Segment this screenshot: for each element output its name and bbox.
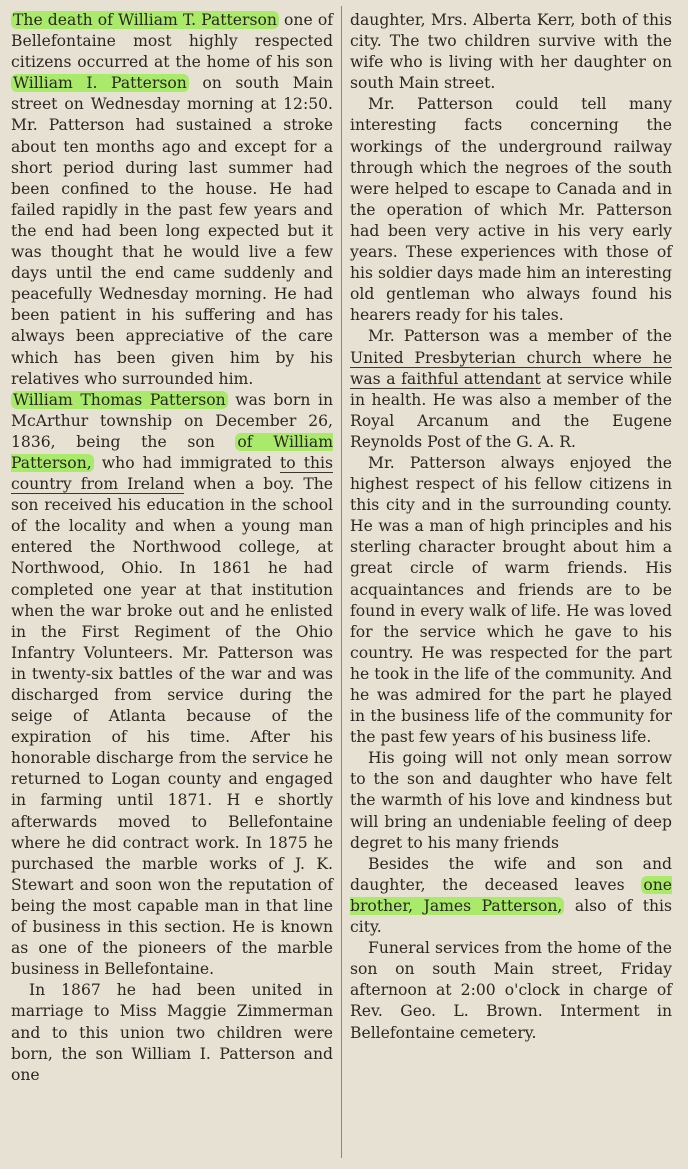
- right-column: [350, 10, 672, 1044]
- obituary-paragraph-7: Mr. Patterson always enjoyed the highest respect of his fellow citizens in this city and in the surrounding county. He was a man of high principles and his sterling character brought about him a great circle of warm friends. His acquaintances and friends are to be found in every walk of life. He was loved for the service which he gave to his country. He was respected for the part he took in the life of the community. And he was admired for the part he played in the business life of the community for the past few years of his business life.: [350, 453, 672, 747]
- highlight-brother: one brother, James Patterson,: [350, 875, 672, 915]
- highlight-father-name: of William Patterson,: [11, 432, 333, 472]
- text-segment: when a boy. The son received his education in the school of the locality and when a young man entered the Northwood college, at Northwood, Ohio. In 1861 he had completed one year at that institution when the war broke out and he enlisted in the First Regiment of the Ohio Infantry Volunteers. Mr. Patterson was in twenty-six battles of the war and was discharged from service during the seige of Atlanta because of the expiration of his time. After his honorable discharge from the service he returned to Logan county and engaged in farming until 1871. H e shortly afterwards moved to Bellefontaine where he did contract work. In 1875 he purchased the marble works of J. K. Stewart and soon won the reputation of being the most capable man in that line of business in this section. He is known as one of the pioneers of the marble business in Bellefontaine.: [11, 475, 333, 979]
- highlight-full-name: William Thomas Patterson: [13, 390, 226, 409]
- text-segment: also of this city.: [350, 896, 672, 937]
- highlight-death-announcement: The death of William T. Patterson: [13, 11, 277, 29]
- underlined-immigration: to this country from Ireland: [11, 453, 334, 494]
- text-segment: was born in McArthur township on December 26, 1836, being the son: [11, 390, 334, 451]
- obituary-paragraph-3: In 1867 he had been united in marriage to Miss Maggie Zimmerman and to this union two children were born, the son William I. Patterson and one: [11, 981, 333, 1084]
- text-segment: on south Main street on Wednesday morning at 12:50. Mr. Patterson had sustained a stroke about ten months ago and except for a short period during last summer had been confined to the house. He had failed rapidly in the past few years and the end had been long expected but it was thought that he would live a few days until the end came suddenly and peacefully Wednesday morning. He had been patient in his suffering and has always been appreciative of the care which has been given him by his relatives who surrounded him.: [11, 74, 333, 388]
- obituary-paragraph-9: [350, 854, 672, 938]
- text-segment: Besides the wife and son and daughter, the deceased leaves: [350, 854, 672, 894]
- obituary-paragraph-1: [11, 10, 333, 390]
- obituary-paragraph-6: [350, 326, 672, 453]
- obituary-paragraph-10: Funeral services from the home of the son on south Main street, Friday afternoon at 2:00 o'clock in charge of Rev. Geo. L. Brown. Interment in Bellefontaine cemetery.: [350, 939, 672, 1042]
- obituary-paragraph-2: [11, 390, 333, 981]
- text-segment: Mr. Patterson was a member of the: [368, 327, 672, 346]
- left-column: [11, 10, 333, 1086]
- column-divider: [341, 6, 342, 1158]
- underlined-church: United Presbyterian church where he was a faithful attendant: [350, 348, 672, 388]
- obituary-paragraph-4: daughter, Mrs. Alberta Kerr, both of this city. The two children survive with the wife who is living with her daughter on south Main street.: [350, 11, 672, 93]
- text-segment: at service while in health. He was also a member of the Royal Arcanum and the Eugene Reynolds Post of the G. A. R.: [350, 369, 672, 451]
- text-segment: who had immigrated: [93, 453, 280, 472]
- obituary-paragraph-8: His going will not only mean sorrow to the son and daughter who have felt the warmth of his love and kindness but will bring an undeniable feeling of deep degret to his many friends: [350, 749, 672, 852]
- text-segment: one of Bellefontaine most highly respected citizens occurred at the home of his son: [11, 11, 333, 72]
- obituary-paragraph-5: Mr. Patterson could tell many interesting facts concerning the workings of the underground railway through which the negroes of the south were helped to escape to Canada and in the operation of which Mr. Patterson had been very active in his very early years. These experiences with those of his soldier days made him an interesting old gentleman who always found his hearers ready for his tales.: [350, 95, 672, 325]
- highlight-son-name: William I. Patterson: [13, 74, 187, 93]
